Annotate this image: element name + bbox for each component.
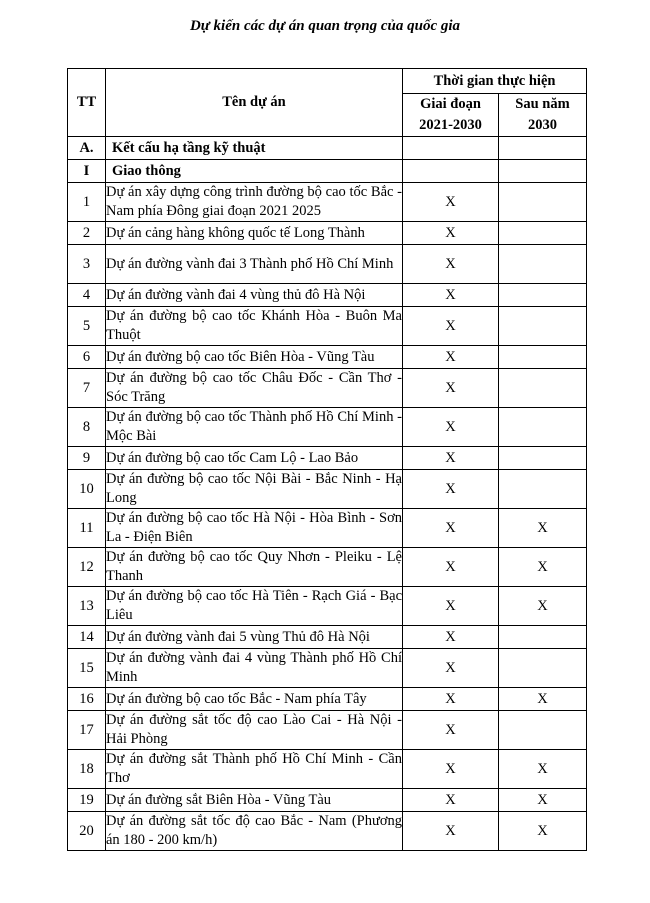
row-number: 13 <box>68 587 106 626</box>
row-number: 10 <box>68 470 106 509</box>
period-2021-2030-mark: X <box>403 626 499 649</box>
table-row <box>68 447 587 470</box>
table-row <box>68 346 587 369</box>
project-name: Dự án đường bộ cao tốc Khánh Hòa - Buôn Ma Thuột <box>106 307 403 346</box>
project-name: Dự án xây dựng công trình đường bộ cao tốc Bắc - Nam phía Đông giai đoạn 2021 2025 <box>106 183 403 222</box>
table-row <box>68 789 587 812</box>
projects-table <box>67 68 587 851</box>
period-2021-2030-mark: X <box>403 587 499 626</box>
project-name: Dự án đường bộ cao tốc Biên Hòa - Vũng Tàu <box>106 346 403 369</box>
row-number: 1 <box>68 183 106 222</box>
project-name: Dự án đường vành đai 4 vùng Thành phố Hồ Chí Minh <box>106 649 403 688</box>
table-row <box>68 408 587 447</box>
period-after-2030-mark <box>499 408 587 447</box>
section-i-title: Giao thông <box>106 160 403 183</box>
project-name: Dự án đường sắt tốc độ cao Bắc - Nam (Phương án 180 - 200 km/h) <box>106 812 403 851</box>
period-2021-2030-mark: X <box>403 711 499 750</box>
project-name: Dự án đường bộ cao tốc Châu Đốc - Cần Thơ - Sóc Trăng <box>106 369 403 408</box>
section-a-number: A. <box>68 137 106 160</box>
header-implementation-time: Thời gian thực hiện <box>403 69 587 94</box>
row-number: 2 <box>68 222 106 245</box>
period-after-2030-mark <box>499 346 587 369</box>
period-after-2030-mark: X <box>499 688 587 711</box>
document-title: Dự kiến các dự án quan trọng của quốc gia <box>189 18 461 34</box>
period-after-2030-mark: X <box>499 509 587 548</box>
period-after-2030-mark <box>499 369 587 408</box>
period-2021-2030-mark: X <box>403 369 499 408</box>
period-2021-2030-mark: X <box>403 789 499 812</box>
period-after-2030-mark <box>499 470 587 509</box>
project-name: Dự án đường bộ cao tốc Quy Nhơn - Pleiku - Lệ Thanh <box>106 548 403 587</box>
section-row-a <box>68 137 587 160</box>
header-project-name: Tên dự án <box>106 69 403 137</box>
row-number: 16 <box>68 688 106 711</box>
row-number: 11 <box>68 509 106 548</box>
period-2021-2030-mark: X <box>403 688 499 711</box>
period-after-2030-mark <box>499 307 587 346</box>
row-number: 4 <box>68 284 106 307</box>
period-2021-2030-mark: X <box>403 812 499 851</box>
row-number: 15 <box>68 649 106 688</box>
row-number: 20 <box>68 812 106 851</box>
header-period1-line1: Giai đoạn <box>420 96 481 112</box>
table-row <box>68 183 587 222</box>
table-row <box>68 649 587 688</box>
project-name: Dự án đường bộ cao tốc Hà Tiên - Rạch Giá - Bạc Liêu <box>106 587 403 626</box>
period-2021-2030-mark: X <box>403 284 499 307</box>
section-a-title: Kết cấu hạ tầng kỹ thuật <box>106 137 403 160</box>
header-period2-line1: Sau năm <box>515 96 570 112</box>
project-name: Dự án đường vành đai 4 vùng thủ đô Hà Nội <box>106 284 403 307</box>
project-name: Dự án cảng hàng không quốc tế Long Thành <box>106 222 403 245</box>
table-row <box>68 711 587 750</box>
table-row <box>68 222 587 245</box>
project-name: Dự án đường vành đai 3 Thành phố Hồ Chí Minh <box>106 245 403 284</box>
section-a-p1 <box>403 137 499 160</box>
header-tt: TT <box>68 69 106 137</box>
table-row <box>68 688 587 711</box>
project-name: Dự án đường sắt tốc độ cao Lào Cai - Hà Nội - Hải Phòng <box>106 711 403 750</box>
project-name: Dự án đường bộ cao tốc Hà Nội - Hòa Bình - Sơn La - Điện Biên <box>106 509 403 548</box>
header-period1-line2: 2021-2030 <box>419 117 482 133</box>
table-row <box>68 245 587 284</box>
table-row <box>68 587 587 626</box>
period-2021-2030-mark: X <box>403 548 499 587</box>
period-2021-2030-mark: X <box>403 470 499 509</box>
period-2021-2030-mark: X <box>403 346 499 369</box>
table-row <box>68 369 587 408</box>
section-i-p1 <box>403 160 499 183</box>
period-after-2030-mark: X <box>499 789 587 812</box>
period-2021-2030-mark: X <box>403 750 499 789</box>
period-after-2030-mark: X <box>499 812 587 851</box>
project-name: Dự án đường sắt Thành phố Hồ Chí Minh - Cần Thơ <box>106 750 403 789</box>
row-number: 6 <box>68 346 106 369</box>
header-period-after-2030 <box>499 94 587 137</box>
row-number: 12 <box>68 548 106 587</box>
page-bottom-margin <box>0 880 650 903</box>
period-2021-2030-mark: X <box>403 307 499 346</box>
table-row <box>68 470 587 509</box>
period-after-2030-mark <box>499 222 587 245</box>
period-2021-2030-mark: X <box>403 509 499 548</box>
row-number: 18 <box>68 750 106 789</box>
section-i-p2 <box>499 160 587 183</box>
table-row <box>68 509 587 548</box>
period-2021-2030-mark: X <box>403 245 499 284</box>
table-row <box>68 750 587 789</box>
project-name: Dự án đường bộ cao tốc Cam Lộ - Lao Bảo <box>106 447 403 470</box>
row-number: 8 <box>68 408 106 447</box>
period-after-2030-mark: X <box>499 750 587 789</box>
project-name: Dự án đường sắt Biên Hòa - Vũng Tàu <box>106 789 403 812</box>
period-after-2030-mark <box>499 626 587 649</box>
table-row <box>68 812 587 851</box>
row-number: 5 <box>68 307 106 346</box>
period-after-2030-mark <box>499 649 587 688</box>
project-name: Dự án đường bộ cao tốc Nội Bài - Bắc Ninh - Hạ Long <box>106 470 403 509</box>
period-2021-2030-mark: X <box>403 649 499 688</box>
period-after-2030-mark: X <box>499 587 587 626</box>
row-number: 14 <box>68 626 106 649</box>
period-after-2030-mark <box>499 447 587 470</box>
table-row <box>68 307 587 346</box>
row-number: 9 <box>68 447 106 470</box>
period-2021-2030-mark: X <box>403 408 499 447</box>
period-after-2030-mark <box>499 711 587 750</box>
section-a-p2 <box>499 137 587 160</box>
period-after-2030-mark: X <box>499 548 587 587</box>
project-name: Dự án đường bộ cao tốc Thành phố Hồ Chí Minh - Mộc Bài <box>106 408 403 447</box>
period-2021-2030-mark: X <box>403 447 499 470</box>
period-after-2030-mark <box>499 245 587 284</box>
section-row-i <box>68 160 587 183</box>
row-number: 17 <box>68 711 106 750</box>
header-period-2021-2030 <box>403 94 499 137</box>
project-name: Dự án đường vành đai 5 vùng Thủ đô Hà Nội <box>106 626 403 649</box>
table-row <box>68 284 587 307</box>
row-number: 7 <box>68 369 106 408</box>
row-number: 19 <box>68 789 106 812</box>
project-name: Dự án đường bộ cao tốc Bắc - Nam phía Tây <box>106 688 403 711</box>
period-2021-2030-mark: X <box>403 222 499 245</box>
row-number: 3 <box>68 245 106 284</box>
header-period2-line2: 2030 <box>528 117 557 133</box>
period-2021-2030-mark: X <box>403 183 499 222</box>
table-row <box>68 548 587 587</box>
table-row <box>68 626 587 649</box>
period-after-2030-mark <box>499 284 587 307</box>
section-i-number: I <box>68 160 106 183</box>
period-after-2030-mark <box>499 183 587 222</box>
